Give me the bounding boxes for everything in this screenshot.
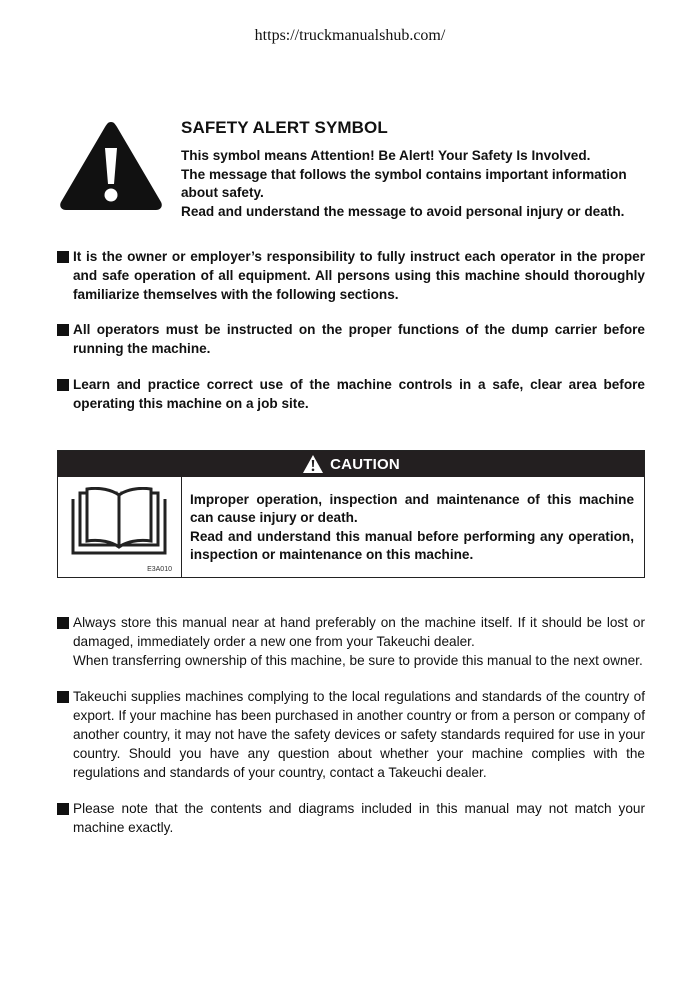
list-item	[57, 321, 645, 359]
safety-alert-line: about safety.	[181, 185, 264, 200]
list-item-text: Please note that the contents and diagrams included in this manual may not match your machine exactly.	[73, 801, 645, 836]
safety-alert-line: Read and understand the message to avoid personal injury or death.	[181, 203, 625, 219]
list-item-text: When transferring ownership of this machine, be sure to provide this manual to the next owner.	[73, 652, 643, 668]
caution-notice	[57, 450, 645, 578]
warning-triangle-icon	[302, 454, 324, 474]
source-url: https://truckmanualshub.com/	[254, 27, 446, 44]
pictogram-code: E3A010	[147, 566, 172, 573]
bullet-square-icon	[57, 379, 69, 391]
list-item-text: Learn and practice correct use of the machine controls in a safe, clear area before operating this machine on a job site.	[73, 376, 645, 411]
caution-text-line: Read and understand this manual before performing any operation, inspection or maintenance on this machine.	[190, 528, 634, 562]
caution-message	[182, 477, 644, 577]
list-item	[57, 376, 645, 414]
list-item-text: Always store this manual near at hand preferably on the machine itself. If it should be lost or damaged, immediately order a new one from your Takeuchi dealer.	[73, 615, 645, 649]
warning-triangle-icon	[57, 118, 165, 212]
bullet-list	[57, 614, 645, 838]
list-item	[57, 800, 645, 838]
bullet-square-icon	[57, 691, 69, 703]
bullet-square-icon	[57, 803, 69, 815]
caution-text-line: Improper operation, inspection and maintenance of this machine can cause injury or death.	[190, 492, 634, 526]
caution-label: CAUTION	[330, 455, 400, 473]
list-item-text: All operators must be instructed on the proper functions of the dump carrier before running the machine.	[73, 322, 645, 357]
safety-alert-line: This symbol means Attention! Be Alert! Your Safety Is Involved.	[181, 148, 591, 163]
safety-alert-line: The message that follows the symbol contains important information	[181, 166, 627, 182]
read-manual-pictogram	[58, 477, 182, 577]
safety-alert-section	[181, 118, 646, 221]
caution-header	[58, 451, 644, 477]
bullet-square-icon	[57, 251, 69, 263]
list-item	[57, 614, 645, 670]
list-item-text: It is the owner or employer’s responsibility to fully instruct each operator in the proper and safe operation of all equipment. All persons using this machine should thoroughly familiarize themselves with the following sections.	[73, 249, 645, 302]
safety-alert-title: SAFETY ALERT SYMBOL	[181, 118, 388, 137]
open-book-icon	[70, 487, 168, 559]
list-item	[57, 688, 645, 782]
bold-bullet-list	[57, 248, 645, 414]
list-item-text: Takeuchi supplies machines complying to the local regulations and standards of the country of export. If your machine has been purchased in another country or from a person or company of another country, it may not have the safety devices or safety standards required for use in your country. Should you have any question about whether your machine complies with the regulations and standards of your country, contact a Takeuchi dealer.	[73, 689, 645, 780]
bullet-square-icon	[57, 324, 69, 336]
list-item	[57, 248, 645, 304]
bullet-square-icon	[57, 617, 69, 629]
